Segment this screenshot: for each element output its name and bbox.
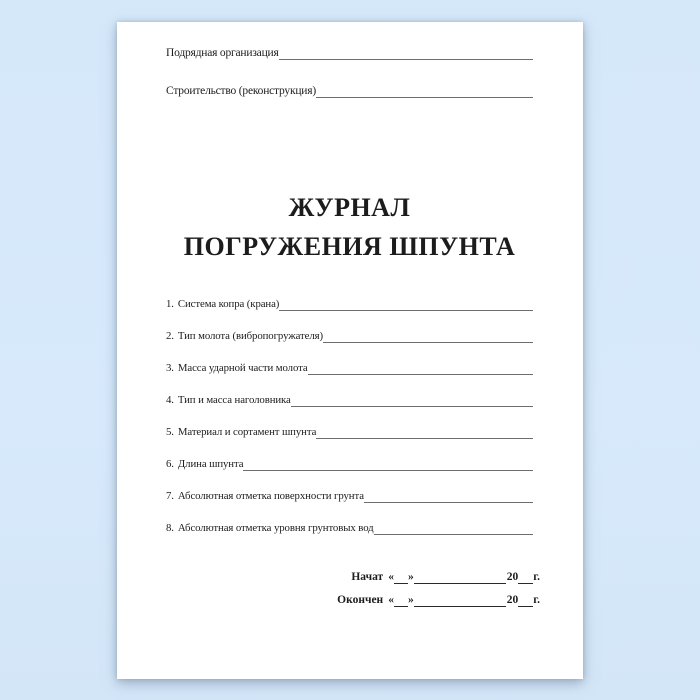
open-quote: « bbox=[388, 594, 394, 606]
field-number: 7. bbox=[166, 490, 174, 502]
fill-in-line bbox=[316, 86, 533, 98]
fill-in-line bbox=[279, 299, 533, 311]
fill-in-line bbox=[291, 395, 533, 407]
finished-date-row bbox=[166, 593, 540, 607]
document-title bbox=[166, 188, 533, 266]
form-field-row-4 bbox=[166, 394, 533, 407]
fill-in-line bbox=[364, 491, 533, 503]
finished-label: Окончен bbox=[337, 594, 384, 606]
form-field-row-2 bbox=[166, 330, 533, 343]
form-field-row-6 bbox=[166, 458, 533, 471]
fill-in-line bbox=[279, 48, 533, 60]
started-label: Начат bbox=[351, 571, 384, 583]
year-blank-line bbox=[518, 572, 533, 584]
construction-field-row bbox=[166, 85, 533, 98]
title-line-1: ЖУРНАЛ bbox=[288, 193, 411, 222]
contractor-field-label: Подрядная организация bbox=[166, 47, 279, 59]
field-number: 5. bbox=[166, 426, 174, 438]
document-page bbox=[117, 22, 583, 679]
month-blank-line bbox=[414, 595, 506, 607]
year-suffix: г. bbox=[533, 594, 540, 606]
field-number: 4. bbox=[166, 394, 174, 406]
field-number: 6. bbox=[166, 458, 174, 470]
form-field-row-3 bbox=[166, 362, 533, 375]
form-field-list bbox=[166, 298, 533, 535]
title-line-2: ПОГРУЖЕНИЯ ШПУНТА bbox=[183, 232, 516, 261]
header-fields bbox=[166, 47, 533, 98]
year-prefix: 20 bbox=[506, 594, 519, 606]
field-number: 1. bbox=[166, 298, 174, 310]
field-label: Длина шпунта bbox=[177, 458, 244, 470]
field-number: 8. bbox=[166, 522, 174, 534]
close-quote: » bbox=[407, 594, 414, 606]
fill-in-line bbox=[243, 459, 533, 471]
form-field-row-1 bbox=[166, 298, 533, 311]
field-label: Тип и масса наголовника bbox=[177, 394, 291, 406]
form-field-row-7 bbox=[166, 490, 533, 503]
fill-in-line bbox=[374, 523, 533, 535]
year-blank-line bbox=[518, 595, 533, 607]
day-blank-line bbox=[394, 595, 408, 607]
open-quote: « bbox=[388, 571, 394, 583]
field-label: Система копра (крана) bbox=[177, 298, 280, 310]
month-blank-line bbox=[414, 572, 506, 584]
field-label: Материал и сортамент шпунта bbox=[177, 426, 317, 438]
fill-in-line bbox=[308, 363, 533, 375]
field-label: Абсолютная отметка уровня грунтовых вод bbox=[177, 522, 374, 534]
field-number: 2. bbox=[166, 330, 174, 342]
started-date-row bbox=[166, 570, 540, 584]
form-field-row-8 bbox=[166, 522, 533, 535]
year-suffix: г. bbox=[533, 571, 540, 583]
fill-in-line bbox=[323, 331, 533, 343]
day-blank-line bbox=[394, 572, 408, 584]
construction-field-label: Строительство (реконструкция) bbox=[166, 85, 316, 97]
field-label: Абсолютная отметка поверхности грунта bbox=[177, 490, 364, 502]
field-label: Тип молота (вибропогружателя) bbox=[177, 330, 323, 342]
close-quote: » bbox=[407, 571, 414, 583]
fill-in-line bbox=[316, 427, 533, 439]
contractor-field-row bbox=[166, 47, 533, 60]
journal-dates-footer bbox=[166, 570, 540, 607]
field-label: Масса ударной части молота bbox=[177, 362, 308, 374]
field-number: 3. bbox=[166, 362, 174, 374]
form-field-row-5 bbox=[166, 426, 533, 439]
year-prefix: 20 bbox=[506, 571, 519, 583]
